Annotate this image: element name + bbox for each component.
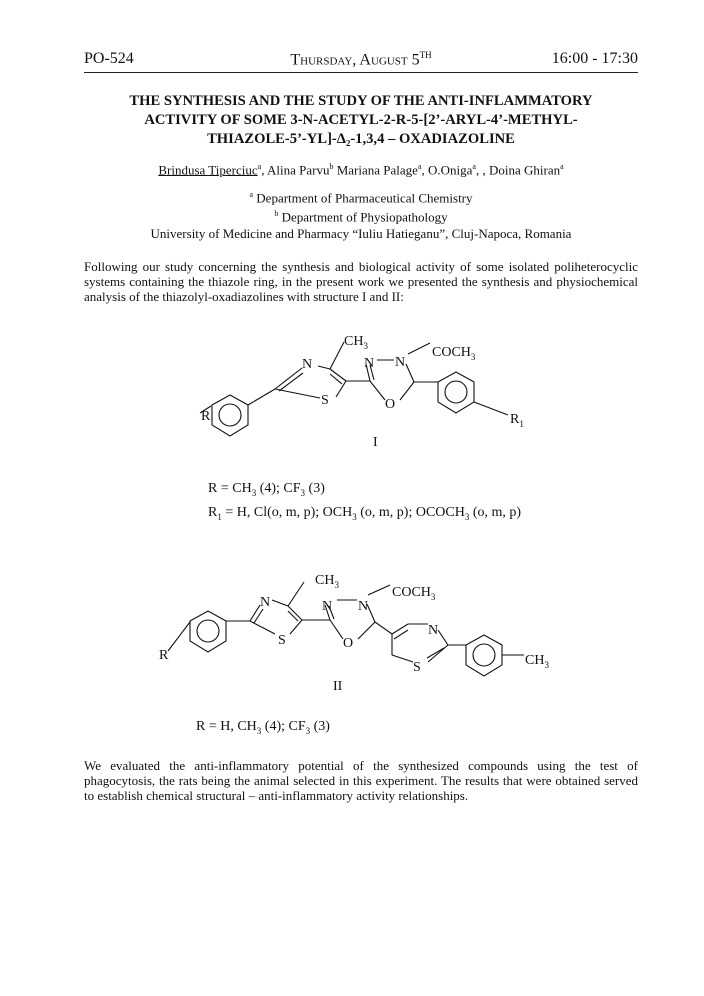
benzene-ring (438, 372, 474, 413)
atom-n: N (364, 356, 375, 371)
conclusion-paragraph: We evaluated the anti-inflammatory potential of the synthesized compounds using the test of phagocytosis, the rats being the animal selected in this experiment. The results that were obtained served to establish chemical structural – anti-inflammatory activity relationships. (84, 758, 638, 803)
substituent-r: R (201, 409, 211, 424)
structure-label: II (333, 679, 343, 694)
structure-2 (168, 582, 524, 676)
definition-line: $R_1 = H$, Cl(o, m, p); $OCH_3$ (o, m, p); $OCOCH_3$ (o, m, p) (208, 504, 522, 522)
structure-2-definitions (196, 717, 330, 741)
atom-n: N (302, 357, 313, 372)
atom-n: N (395, 355, 406, 370)
atom-n: N (260, 595, 271, 610)
benzene-ring (212, 395, 248, 436)
methyl-label: $CH_3$ (525, 653, 549, 670)
author: Brindusa Tiperciuc (158, 162, 258, 178)
session-time: 16:00 - 17:30 (551, 50, 638, 67)
author: Mariana Palage (333, 162, 418, 178)
author-list: Brindusa Tiperciuc$^a$, Alina Parvu$^b$ Mariana Palage$^a$, O.Oniga$^a$, , Doina Ghiran$^a$ (158, 162, 564, 178)
author: , , Doina Ghiran (475, 162, 561, 178)
atom-n: N (322, 599, 333, 614)
affiliation: $^a$ Department of Pharmaceutical Chemistry (249, 190, 473, 206)
atom-n: N (358, 599, 369, 614)
atom-o: O (343, 636, 354, 651)
acetyl-label: $COCH_3$ (432, 345, 476, 362)
intro-paragraph: Following our study concerning the synthesis and biological activity of some isolated poliheterocyclic systems containing the thiazole ring, in the present work we presented the synthesis and physiochemical analysis of the thiazolyl-oxadiazolines with structure I and II: (84, 259, 638, 304)
definition-line: $R = CH_3$ (4); $CF_3$ (3) (208, 481, 325, 498)
structure-2-labels (159, 573, 549, 694)
benzene-ring (190, 611, 226, 652)
methyl-label: $CH_3$ (344, 334, 368, 351)
substituent-r: R (159, 648, 169, 663)
methyl-label: $CH_3$ (315, 573, 339, 590)
affiliation: University of Medicine and Pharmacy “Iuliu Hatieganu”, Cluj-Napoca, Romania (150, 225, 572, 241)
structure-1-labels (201, 334, 524, 450)
substituent-r1: $R_1$ (510, 412, 524, 429)
structure-1-definitions (208, 479, 521, 527)
benzene-ring (466, 635, 502, 676)
atom-s: S (413, 660, 421, 675)
atom-o: O (385, 397, 396, 412)
session-day: Thursday, August 5TH (290, 50, 432, 69)
atom-s: S (321, 393, 329, 408)
author: Alina Parvu (267, 162, 330, 178)
title-line: THIAZOLE-5’-YL]-Δ₂-1,3,4 – OXADIAZOLINE (207, 131, 515, 147)
atom-n: N (428, 623, 439, 638)
affiliation: $^b$ Department of Physiopathology (274, 209, 448, 225)
acetyl-label: $COCH_3$ (392, 585, 436, 602)
title-line: ACTIVITY OF SOME 3-N-ACETYL-2-R-5-[2’-ARYL-4’-METHYL- (144, 112, 578, 128)
definition-line: R = H, $CH_3$ (4); $CF_3$ (3) (196, 719, 330, 736)
author: , O.Oniga (421, 162, 473, 178)
atom-s: S (278, 633, 286, 648)
structure-label: I (373, 435, 378, 450)
title-line: THE SYNTHESIS AND THE STUDY OF THE ANTI-INFLAMMATORY (129, 93, 593, 109)
poster-code: PO-524 (84, 50, 134, 67)
